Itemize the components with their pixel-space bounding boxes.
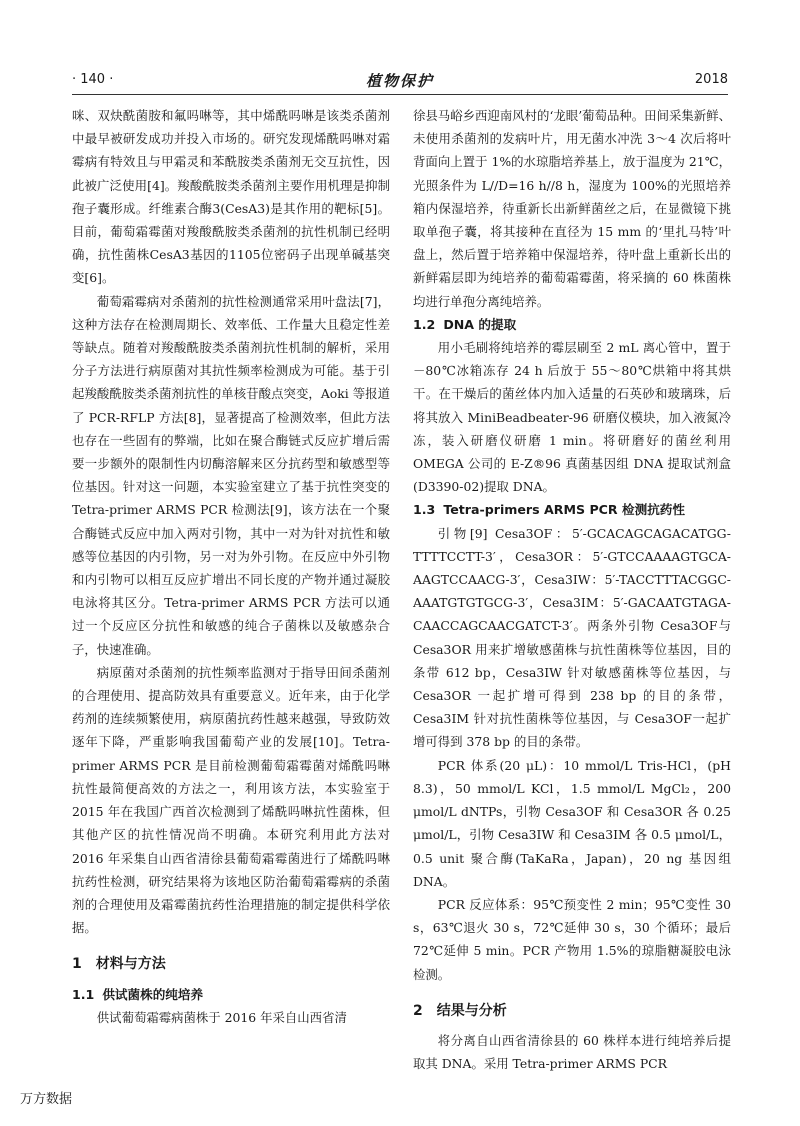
subsection-number: 1.1	[72, 986, 95, 1002]
paragraph: 徐县马峪乡西迎南风村的‘龙眼’葡萄品种。田间采集新鲜、未使用杀菌剂的发病叶片，用无菌水冲洗 3～4 次后将叶背面向上置于 1%的水琼脂培养基上，放于温度为 21℃，光照条件为 L//D=16 h//8 h，湿度为 100%的光照培养箱内保湿培养，待重新长出新鲜菌丝之后，在显微镜下挑取单孢子囊，将其接种在直径为 15 mm 的‘里扎马特’叶盘上，然后置于培养箱中保湿培养，待叶盘上重新长出的新鲜霜层即为纯培养的葡萄霜霉菌，将采摘的 60 株菌株均进行单孢分离纯培养。	[413, 108, 731, 309]
subsection-title: Tetra-primers ARMS PCR 检测抗药性	[443, 502, 685, 518]
paragraph: 病原菌对杀菌剂的抗性频率监测对于指导田间杀菌剂的合理使用、提高防效具有重要意义。近年来，由于化学药剂的连续频繁使用，病原菌抗药性越来越强，导致防效逐年下降，严重影响我国葡萄产业的发展[10]。Tetra-primer ARMS PCR 是目前检测葡萄霜霉菌对烯酰吗啉抗性最简便高效的方法之一，利用该方法，本实验室于 2015 年在我国广西首次检测到了烯酰吗啉抗性菌株，但其他产区的抗性情况尚不明确。本研究利用此方法对 2016 年采集自山西省清徐县葡萄霜霉菌进行了烯酰吗啉抗药性检测，研究结果将为该地区防治葡萄霜霉病的杀菌剂的合理使用及霜霉菌抗药性治理措施的制定提供科学依据。	[72, 664, 390, 936]
paragraph: 用小毛刷将纯培养的霉层刷至 2 mL 离心管中，置于－80℃冰箱冻存 24 h 后放于 55～80℃烘箱中将其烘干。在干燥后的菌丝体内加入适量的石英砂和玻璃珠，后将其放入 MiniBeadbeater-96 研磨仪模块，加入液氮冷冻，装入研磨仪研磨 1 min。将研磨好的菌丝利用 OMEGA 公司的 E-Z®96 真菌基因组 DNA 提取试剂盒(D3390-02)提取 DNA。	[413, 340, 731, 495]
paragraph: PCR 反应体系：95℃预变性 2 min；95℃变性 30 s，63℃退火 30 s，72℃延伸 30 s，30 个循环；最后 72℃延伸 5 min。PCR 产物用 1.5%的琼脂糖凝胶电泳检测。	[413, 896, 731, 982]
paragraph: 咪、双炔酰菌胺和氟吗啉等，其中烯酰吗啉是该类杀菌剂中最早被研发成功并投入市场的。研究发现烯酰吗啉对霜霉病有特效且与甲霜灵和苯酰胺类杀菌剂无交互抗性，因此被广泛使用[4]。羧酸酰胺类杀菌剂主要作用机理是抑制孢子囊形成。纤维素合酶3(CesA3)是其作用的靶标[5]。目前，葡萄霜霉菌对羧酸酰胺类杀菌剂的抗性机制已经明确，抗性菌株CesA3基因的1105位密码子出现单碱基突变[6]。	[72, 108, 390, 286]
paragraph: 将分离自山西省清徐县的 60 株样本进行纯培养后提取其 DNA。采用 Tetra-primer ARMS PCR	[413, 1032, 731, 1072]
subsection-number: 1.3	[413, 502, 436, 518]
section-title: 结果与分析	[436, 1002, 507, 1019]
left-column	[72, 104, 390, 1029]
paragraph: 供试葡萄霜霉病菌株于 2016 年采自山西省清	[96, 1009, 347, 1025]
section-heading	[72, 953, 390, 976]
section-number: 2	[413, 1002, 423, 1019]
right-column	[413, 104, 731, 1075]
subsection-heading	[413, 313, 731, 336]
paragraph: 葡萄霜霉病对杀菌剂的抗性检测通常采用叶盘法[7]，这种方法存在检测周期长、效率低、工作量大且稳定性差等缺点。随着对羧酸酰胺类杀菌剂抗性机制的解析，采用分子方法进行病原菌对其抗性频率检测成为可能。基于引起羧酸酰胺类杀菌剂抗性的单核苷酸点突变，Aoki 等报道了 PCR-RFLP 方法[8]，显著提高了检测效率，但此方法也存在一些固有的弊端，比如在聚合酶链式反应扩增后需要一步额外的限制性内切酶溶解来区分抗药型和敏感型等位基因。针对这一问题，本实验室建立了基于抗性突变的 Tetra-primer ARMS PCR 检测法[9]，该方法在一个聚合酶链式反应中加入两对引物，其中一对为针对抗性和敏感等位基因的内引物，另一对为外引物。在反应中外引物和内引物可以相互反应扩增出不同长度的产物并通过凝胶电泳将其区分。Tetra-primer ARMS PCR 方法可以通过一个反应区分抗性和敏感的纯合子菌株以及敏感杂合子，快速准确。	[72, 293, 390, 657]
subsection-number: 1.2	[413, 316, 436, 332]
subsection-title: DNA 的提取	[443, 316, 517, 332]
journal-title: 植物保护	[365, 72, 434, 90]
page-header	[72, 60, 728, 95]
footer-watermark: 万方数据	[20, 1092, 73, 1107]
paragraph: PCR 体系(20 μL)：10 mmol/L Tris-HCl，(pH 8.3)，50 mmol/L KCl，1.5 mmol/L MgCl₂，200 μmol/L dNTPs，引物 Cesa3OF 和 Cesa3OR 各 0.25 μmol/L，引物 Cesa3IW 和 Cesa3IM 各 0.5 μmol/L，0.5 unit 聚合酶(TaKaRa，Japan)，20 ng 基因组 DNA。	[413, 757, 731, 889]
subsection-title: 供试菌株的纯培养	[102, 986, 204, 1002]
page-number: · 140 ·	[72, 72, 114, 87]
section-number: 1	[72, 956, 82, 973]
year: 2018	[694, 72, 728, 87]
paragraph: 引物[9] Cesa3OF：5′-GCACAGCAGACATGG-TTTTCCTT-3′，Cesa3OR：5′-GTCCAAAAGTGCA-AAGTCCAACG-3′，Cesa3IW：5′-TACCTTTACGGC-AAATGTGTGCG-3′，Cesa3IM：5′-GACAATGTAGA-CAACCAGCAACGATCT-3′。两条外引物 Cesa3OF与 Cesa3OR 用来扩增敏感菌株与抗性菌株等位基因，目的条带 612 bp，Cesa3IW 针对敏感菌株等位基因，与 Cesa3OR 一起扩增可得到 238 bp 的目的条带，Cesa3IM 针对抗性菌株等位基因，与 Cesa3OF一起扩增可得到 378 bp 的目的条带。	[413, 525, 731, 750]
section-heading	[413, 1000, 731, 1023]
subsection-heading	[413, 498, 731, 521]
section-title: 材料与方法	[95, 956, 166, 973]
subsection-heading	[72, 983, 390, 1006]
